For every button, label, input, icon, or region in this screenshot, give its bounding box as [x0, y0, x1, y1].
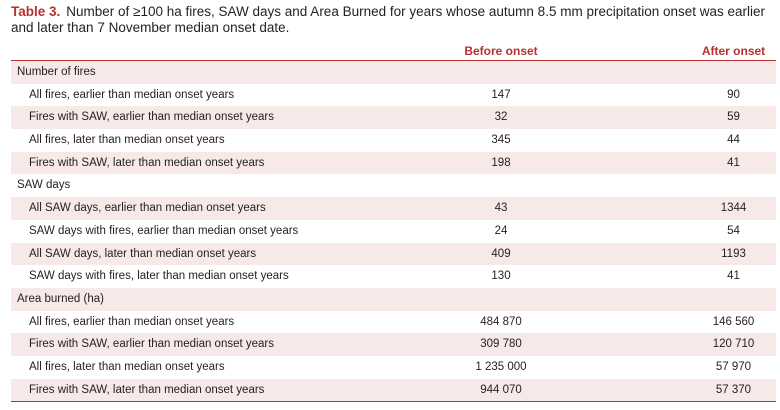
- before-value: 198: [491, 156, 511, 169]
- after-value: 1193: [721, 247, 746, 260]
- table-caption: [11, 4, 776, 36]
- section-title: SAW days: [17, 179, 71, 192]
- table-row: [11, 243, 776, 266]
- data-table: [11, 42, 776, 402]
- before-value: 309 780: [480, 338, 522, 351]
- table-row: [11, 152, 776, 175]
- after-value: 120 710: [712, 338, 755, 351]
- row-label: SAW days with fires, later than median onset years: [29, 270, 289, 283]
- row-label: Fires with SAW, later than median onset years: [29, 156, 265, 169]
- row-label: All SAW days, later than median onset years: [29, 247, 257, 260]
- section-row: [11, 61, 776, 84]
- row-label: Fires with SAW, earlier than median onset years: [29, 338, 275, 351]
- after-value: 59: [727, 111, 740, 124]
- after-value: 90: [727, 88, 740, 101]
- row-label: SAW days with fires, earlier than median onset years: [29, 224, 299, 237]
- after-value: 41: [727, 156, 740, 169]
- column-header-after: After onset: [701, 44, 766, 58]
- before-value: 345: [491, 134, 511, 147]
- row-label: All fires, later than median onset years: [29, 360, 225, 373]
- row-label: All SAW days, earlier than median onset years: [29, 202, 266, 215]
- section-title: Number of fires: [17, 66, 96, 78]
- table-number: Table 3.: [11, 4, 61, 19]
- section-row: [11, 174, 776, 197]
- table-row: [11, 129, 776, 152]
- column-header-before: Before onset: [464, 44, 538, 58]
- table-row: [11, 356, 776, 379]
- before-value: 43: [494, 202, 508, 215]
- before-value: 32: [494, 111, 508, 124]
- row-label: Fires with SAW, earlier than median onset years: [29, 111, 275, 124]
- after-value: 57 970: [715, 360, 752, 373]
- row-label: All fires, earlier than median onset years: [29, 315, 235, 328]
- table-row: [11, 379, 776, 402]
- before-value: 1 235 000: [475, 360, 527, 373]
- row-label: Fires with SAW, later than median onset years: [29, 383, 265, 396]
- table-row: [11, 84, 776, 107]
- after-value: 1344: [720, 202, 747, 215]
- table-row: [11, 106, 776, 129]
- before-value: 944 070: [480, 383, 522, 396]
- row-label: All fires, later than median onset years: [29, 134, 225, 147]
- caption-text: Number of ≥100 ha fires, SAW days and Area Burned for years whose autumn 8.5 mm precipitation onset was earlier and later than 7 November median onset date.: [11, 4, 766, 35]
- table-row: [11, 311, 776, 334]
- before-value: 409: [491, 247, 511, 260]
- table-row: [11, 197, 776, 220]
- after-value: 146 560: [712, 315, 755, 328]
- row-label: All fires, earlier than median onset years: [29, 88, 235, 101]
- table-bottom-rule: [11, 401, 776, 402]
- before-value: 147: [491, 88, 511, 101]
- before-value: 130: [491, 270, 511, 283]
- table-row: [11, 333, 776, 356]
- table-row: [11, 220, 776, 243]
- before-value: 24: [494, 224, 508, 237]
- section-title: Area burned (ha): [17, 292, 104, 305]
- after-value: 41: [727, 270, 740, 283]
- after-value: 57 370: [715, 383, 752, 396]
- section-row: [11, 288, 776, 311]
- after-value: 44: [727, 134, 740, 147]
- table-row: [11, 265, 776, 288]
- table-header: [11, 42, 776, 61]
- after-value: 54: [727, 224, 740, 237]
- before-value: 484 870: [480, 315, 522, 328]
